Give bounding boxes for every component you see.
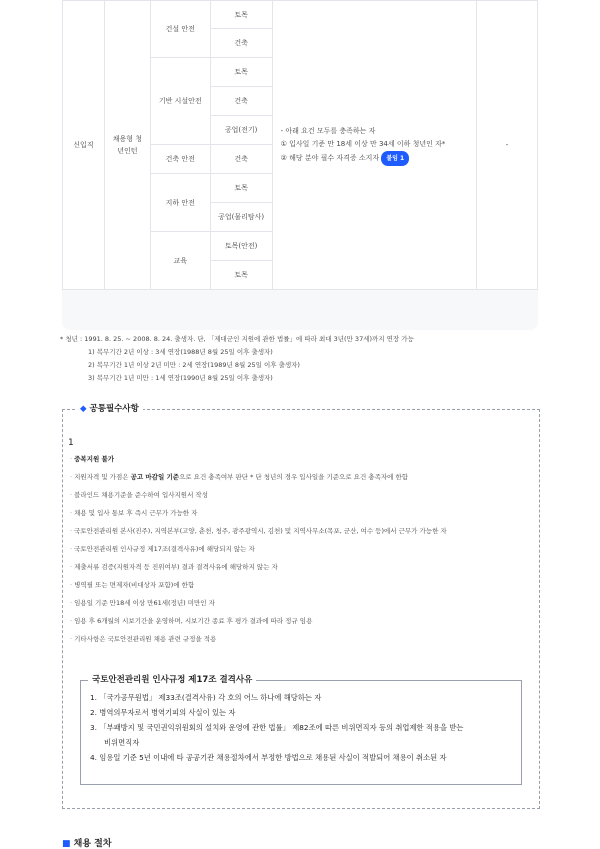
list-item: · 임용일 기준 만18세 이상 만61세(정년) 미만인 자	[70, 594, 447, 612]
req-line: ② 해당 분야 필수 자격증 소지자 붙임 1	[281, 151, 477, 166]
rule-item: 2. 병역의무자로서 병역기피의 사실이 있는 자	[90, 708, 236, 717]
sub-field-cell: 토목	[210, 58, 272, 87]
sub-field-cell: 토목	[210, 174, 272, 203]
footnote-sub: 3) 복무기간 1년 미만 : 1세 연장(1990년 8월 25일 이후 출생자)	[88, 374, 273, 382]
next-section-heading: ■ 채용 절차	[62, 839, 112, 849]
disqualification-title: 국토안전관리원 인사규정 제17조 결격사유	[88, 673, 256, 685]
field-cell: 건축 안전	[150, 145, 210, 174]
list-item: · 중복지원 불가	[70, 450, 447, 468]
sub-field-cell: 토목(안전)	[210, 232, 272, 261]
req-line: ① 입사일 기준 만 18세 이상 만 34세 이하 청년인 자*	[280, 139, 446, 148]
field-cell: 건설 안전	[150, 1, 210, 58]
sub-field-cell: 건축	[210, 87, 272, 116]
list-item: · 임용 후 6개월의 시보기간을 운영하며, 시보기간 종료 후 평가 결과에 따라 정규 임용	[70, 612, 447, 630]
disqualification-list	[90, 690, 510, 765]
list-item: · 블라인드 채용기준을 준수하여 입사지원서 작성	[70, 486, 447, 504]
footnote-sub: 1) 복무기간 2년 이상 : 3세 연장(1988년 8월 25일 이후 출생자)	[88, 348, 273, 356]
field-cell: 기반 시설안전	[150, 58, 210, 145]
rule-item: 4. 임용일 기준 5년 이내에 타 공공기관 채용절차에서 부정한 방법으로 채용된 사실이 적발되어 채용이 취소된 자	[90, 753, 447, 762]
requirements-cell	[272, 1, 477, 290]
req-line: - 아래 요건 모두를 충족하는 자	[280, 126, 376, 135]
list-item: · 채용 및 입사 통보 후 즉시 근무가 가능한 자	[70, 504, 447, 522]
sub-field-cell: 토목	[210, 1, 272, 29]
sub-field-cell: 토목	[210, 261, 272, 290]
list-item: · 기타사항은 국토안전관리원 채용 관련 규정을 적용	[70, 630, 447, 648]
attachment-badge[interactable]: 붙임 1	[381, 151, 409, 166]
sub-field-cell: 공업(물리탐사)	[210, 203, 272, 232]
section-number: 1	[68, 438, 74, 448]
type-cell: 채용형 청년인턴	[104, 1, 150, 290]
bullet-icon: ■	[62, 839, 71, 849]
common-list	[70, 450, 447, 648]
sub-field-cell: 공업(전기)	[210, 116, 272, 145]
requirements-table	[62, 0, 538, 290]
rule-item: 1. 「국가공무원법」 제33조(결격사유) 각 호의 어느 하나에 해당하는 자	[90, 693, 322, 702]
field-cell: 교육	[150, 232, 210, 290]
list-item: · 국토안전관리원 본사(진주), 지역본부(고양, 춘천, 청주, 광주광역시, 김천) 및 지역사무소(목포, 군산, 여수 등)에서 근무가 가능한 자	[70, 522, 447, 540]
list-item: · 국토안전관리원 인사규정 제17조(결격사유)에 해당되지 않는 자	[70, 540, 447, 558]
footnote-main: * 청년 : 1991. 8. 25. ~ 2008. 8. 24. 출생자. 단, 「제대군인 지원에 관한 법률」에 따라 최대 3년(만 37세)까지 연장 가능	[60, 335, 414, 343]
rule-item-continued: 비위면직자	[104, 738, 140, 747]
last-col-cell: -	[477, 1, 538, 290]
sub-field-cell: 건축	[210, 29, 272, 58]
bullet-icon: ◆	[80, 404, 87, 414]
footnote-sub: 2) 복무기간 1년 이상 2년 미만 : 2세 연장(1989년 8월 25일 이후 출생자)	[88, 361, 300, 369]
list-item: · 제출서류 검증(지원자격 등 진위여부) 결과 결격사유에 해당하지 않는 자	[70, 558, 447, 576]
sub-field-cell: 건축	[210, 145, 272, 174]
footnotes	[60, 333, 414, 385]
field-cell: 지하 안전	[150, 174, 210, 232]
rule-item: 3. 「부패방지 및 국민권익위원회의 설치와 운영에 관한 법률」 제82조에 따른 비위면직자 등의 취업제한 적용을 받는	[90, 723, 464, 732]
list-item: · 병역필 또는 면제자(비대상자 포함)에 한함	[70, 576, 447, 594]
common-title: ◆ 공통필수사항	[76, 402, 143, 414]
career-cell: 신입직	[63, 1, 105, 290]
list-item: · 지원자격 및 가점은 공고 마감일 기준으로 요건 충족여부 판단 * 단 청년의 경우 입사일을 기준으로 요건 충족자에 한함	[70, 468, 447, 486]
